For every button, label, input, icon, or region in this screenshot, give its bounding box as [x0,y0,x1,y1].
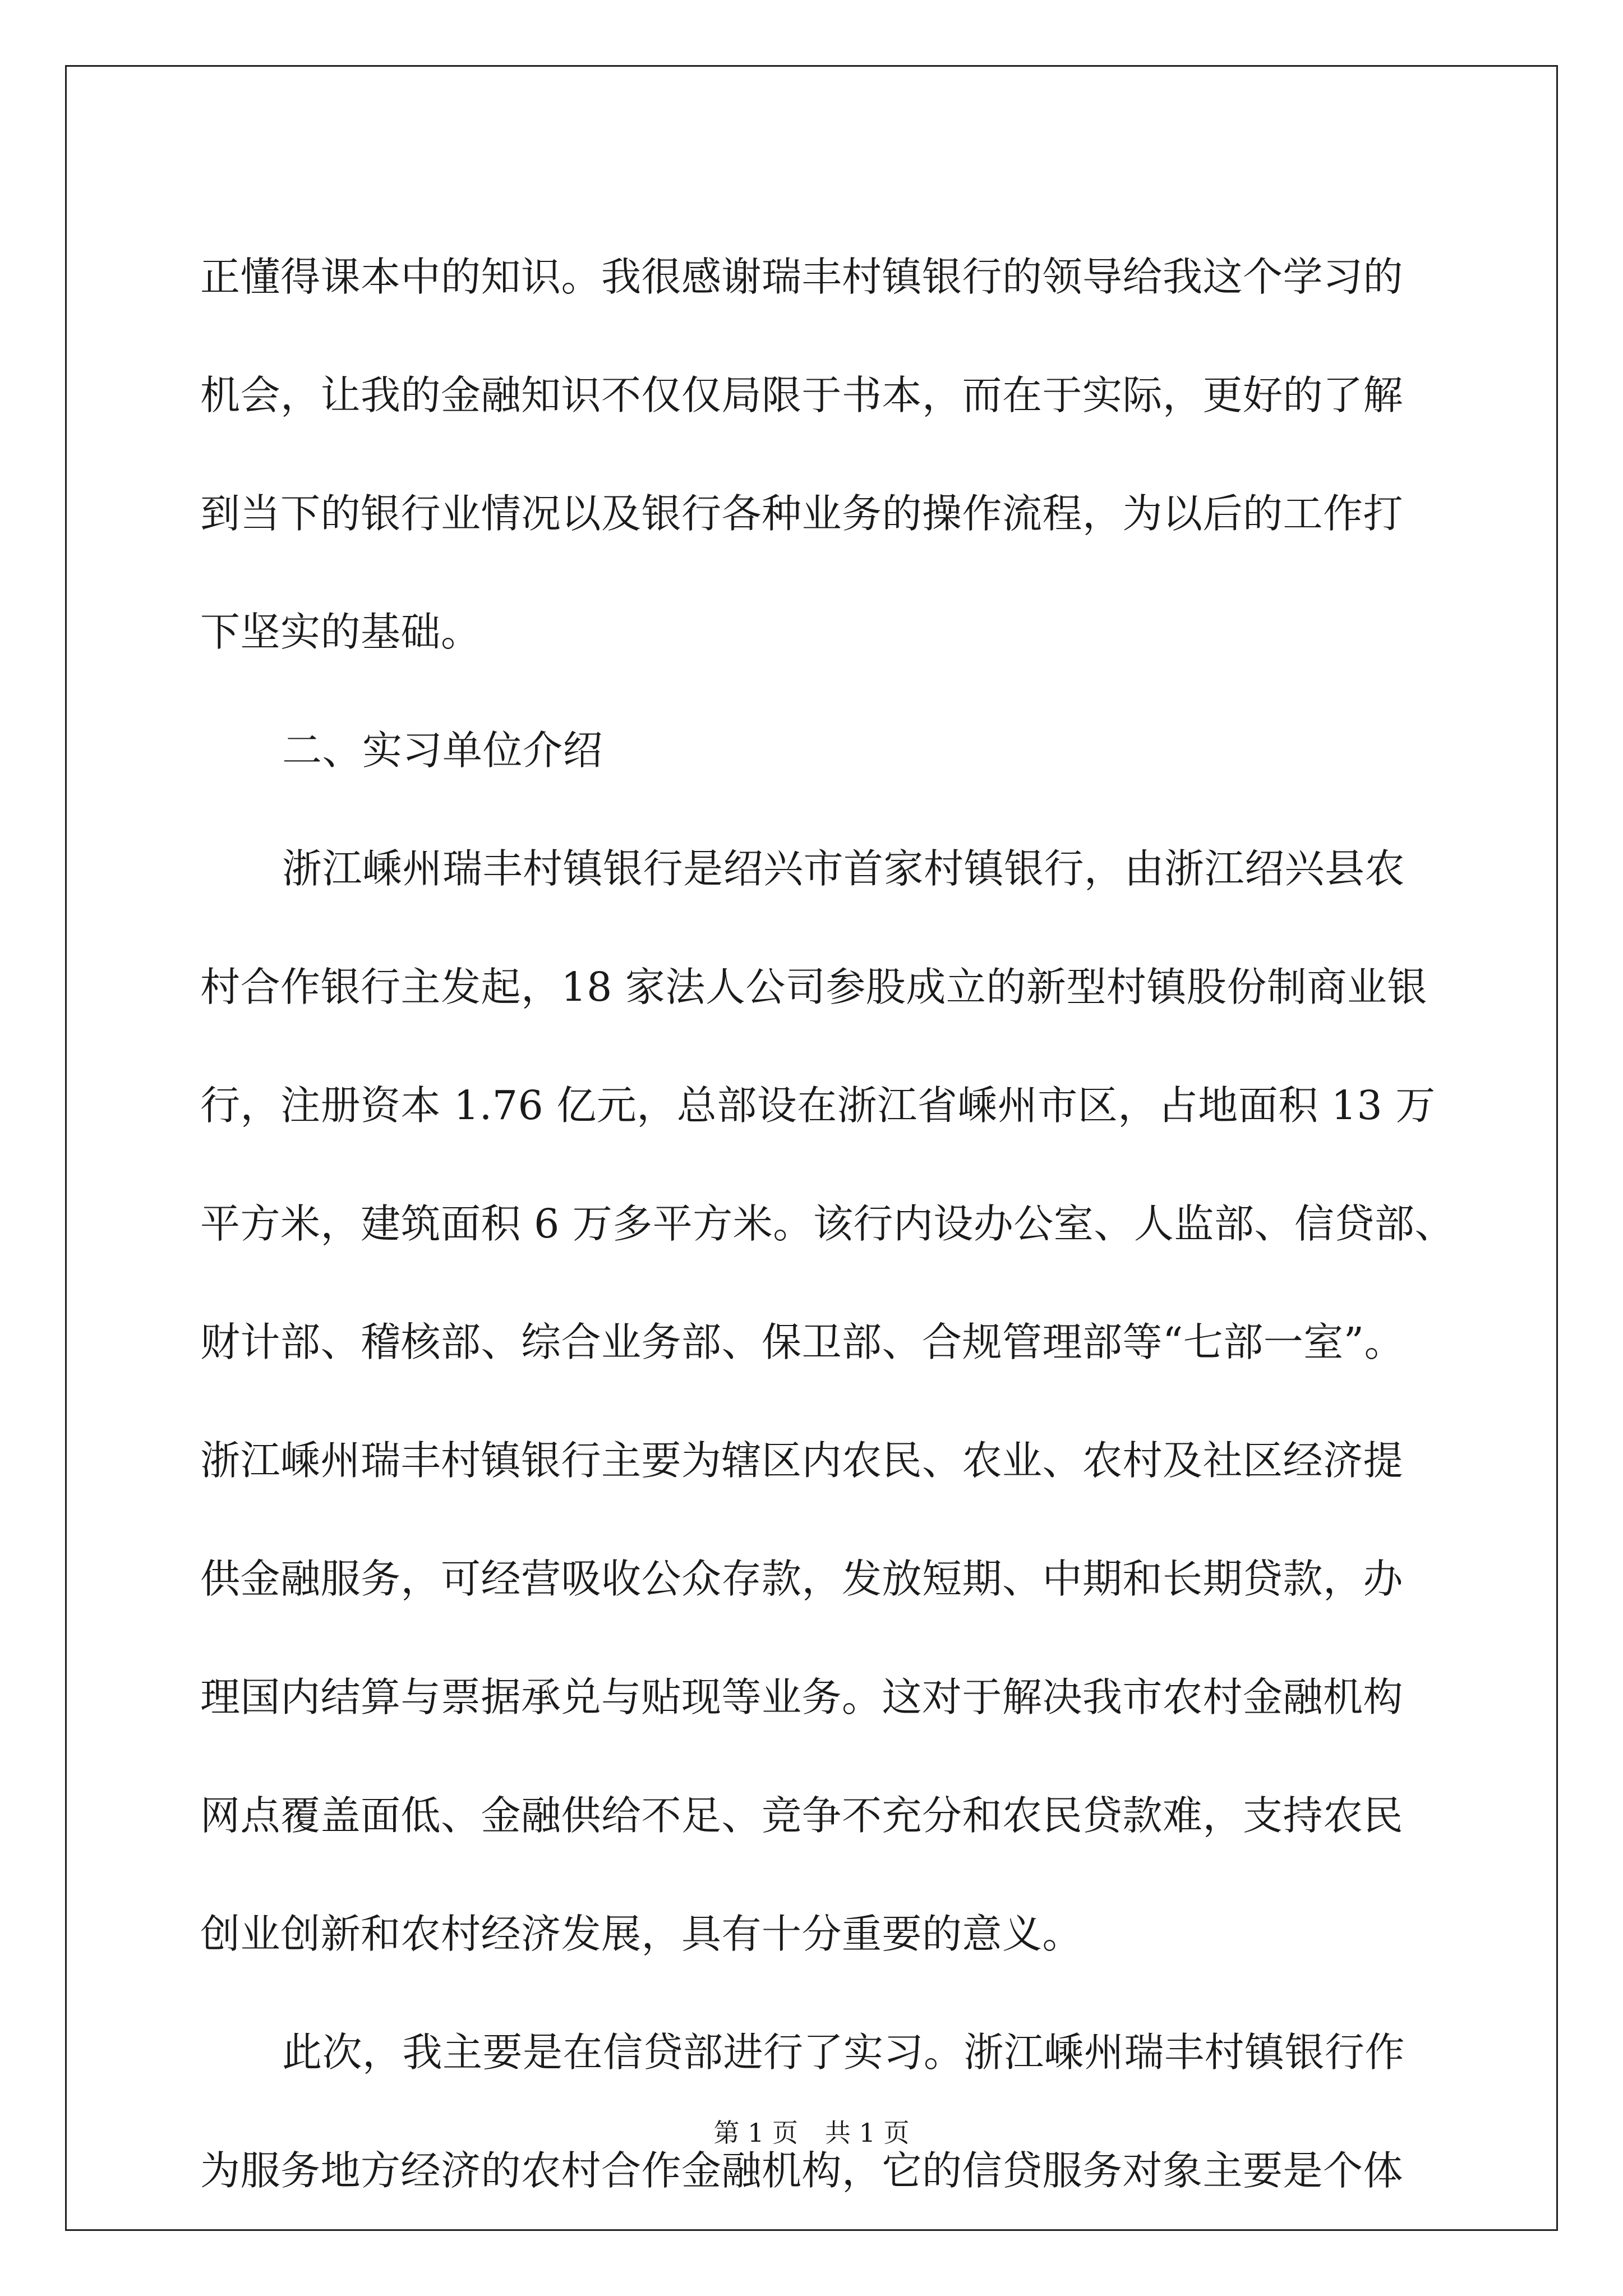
text-line: 创业创新和农村经济发展，具有十分重要的意义。 [200,1911,1083,1957]
text-line: 此次，我主要是在信贷部进行了实习。浙江嵊州瑞丰村镇银行作 [282,2029,1405,2076]
text-line: 网点覆盖面低、金融供给不足、竞争不充分和农民贷款难，支持农民 [200,1792,1404,1839]
text-line: 供金融服务，可经营吸收公众存款，发放短期、中期和长期贷款，办 [200,1556,1404,1602]
text-line: 到当下的银行业情况以及银行各种业务的操作流程，为以后的工作打 [200,490,1404,537]
total-pages: 共 1 页 [825,2118,910,2148]
text-line: 平方米，建筑面积 6 万多平方米。该行内设办公室、人监部、信贷部、 [200,1200,1455,1247]
text-line: 下坚实的基础。 [200,609,481,655]
text-line: 浙江嵊州瑞丰村镇银行是绍兴市首家村镇银行，由浙江绍兴县农 [282,845,1405,892]
text-line: 理国内结算与票据承兑与贴现等业务。这对于解决我市农村金融机构 [200,1674,1404,1720]
text-line: 机会，让我的金融知识不仅仅局限于书本，而在于实际，更好的了解 [200,372,1404,418]
page-footer [0,2116,1623,2150]
text-line: 为服务地方经济的农村合作金融机构，它的信贷服务对象主要是个体 [200,2147,1404,2194]
section-heading: 二、实习单位介绍 [282,727,603,774]
text-line: 财计部、稽核部、综合业务部、保卫部、合规管理部等“七部一室”。 [200,1319,1405,1365]
text-line: 正懂得课本中的知识。我很感谢瑞丰村镇银行的领导给我这个学习的 [200,254,1404,300]
text-line: 村合作银行主发起，18 家法人公司参股成立的新型村镇股份制商业银 [200,964,1427,1010]
text-line: 浙江嵊州瑞丰村镇银行主要为辖区内农民、农业、农村及社区经济提 [200,1437,1404,1484]
page-number: 第 1 页 [713,2118,798,2148]
text-line: 行，注册资本 1.76 亿元，总部设在浙江省嵊州市区，占地面积 13 万 [200,1082,1436,1129]
document-body [200,218,1455,2230]
